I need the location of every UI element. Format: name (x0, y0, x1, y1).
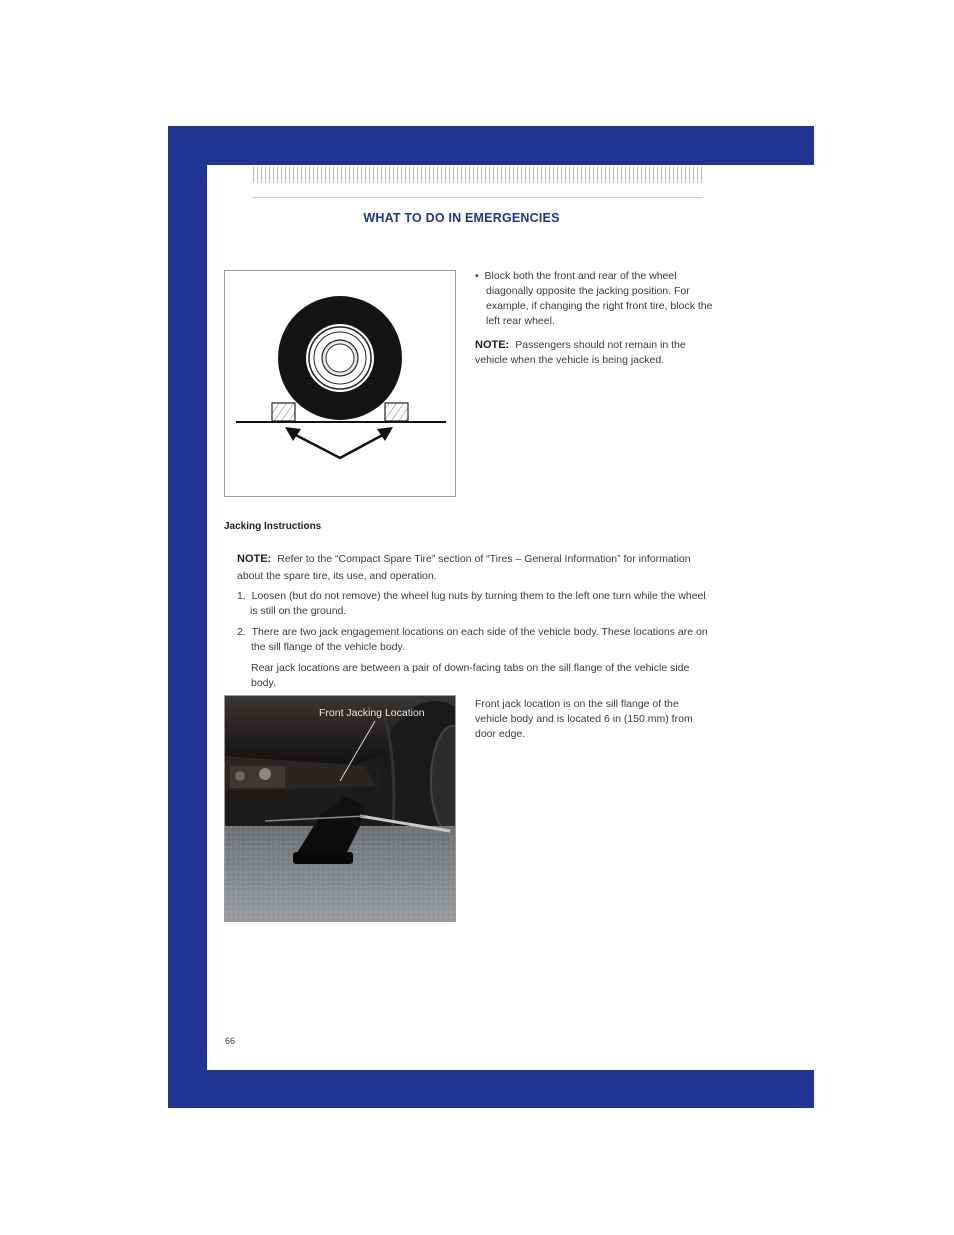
wheel-blocks-icon (225, 271, 455, 496)
front-block (272, 403, 295, 421)
bullet-block-wheel (475, 269, 714, 329)
step-text: There are two jack engagement locations on each side of the vehicle body. These locations are on the sill flange of the vehicle body. (251, 626, 708, 653)
photo-caption: Front Jacking Location (319, 707, 425, 719)
front-jack-text: Front jack location is on the sill flange of the vehicle body and is located 6 in (150 mm) from door edge. (475, 698, 693, 740)
page-number: 66 (225, 1036, 236, 1046)
note-text: Passengers should not remain in the vehicle when the vehicle is being jacked. (475, 339, 686, 366)
section-title: WHAT TO DO IN EMERGENCIES (363, 211, 560, 225)
rear-jack-text: Rear jack locations are between a pair of down-facing tabs on the sill flange of the vehicle side body. (251, 662, 690, 689)
note-label: NOTE: (475, 339, 510, 351)
step-text: Loosen (but do not remove) the wheel lug nuts by turning them to the left one turn while the wheel is still on the ground. (250, 590, 706, 617)
rear-block (385, 403, 408, 421)
arrows-shape (288, 431, 390, 458)
note-label: NOTE: (237, 553, 272, 565)
wheel-blocks-figure (224, 270, 456, 497)
header-rule (253, 197, 702, 198)
step-1 (237, 589, 716, 619)
step-number: 2. (237, 626, 246, 638)
bullet-text: Block both the front and rear of the wheel diagonally opposite the jacking position. For example, if changing the right front tire, block the left rear wheel. (484, 270, 713, 327)
step-2 (237, 625, 717, 655)
note-spare-tire (237, 551, 703, 585)
jack-photo-icon (225, 696, 455, 921)
front-jacking-photo (224, 695, 456, 922)
header-tick-bar (253, 167, 703, 183)
note-passengers (475, 338, 703, 368)
note-text: Refer to the “Compact Spare Tire” section of “Tires – General Information” for information about the spare tire, its use, and operation. (237, 553, 691, 582)
bullet-marker: • (475, 270, 479, 282)
step-number: 1. (237, 590, 246, 602)
jacking-instructions-heading: Jacking Instructions (224, 521, 322, 532)
